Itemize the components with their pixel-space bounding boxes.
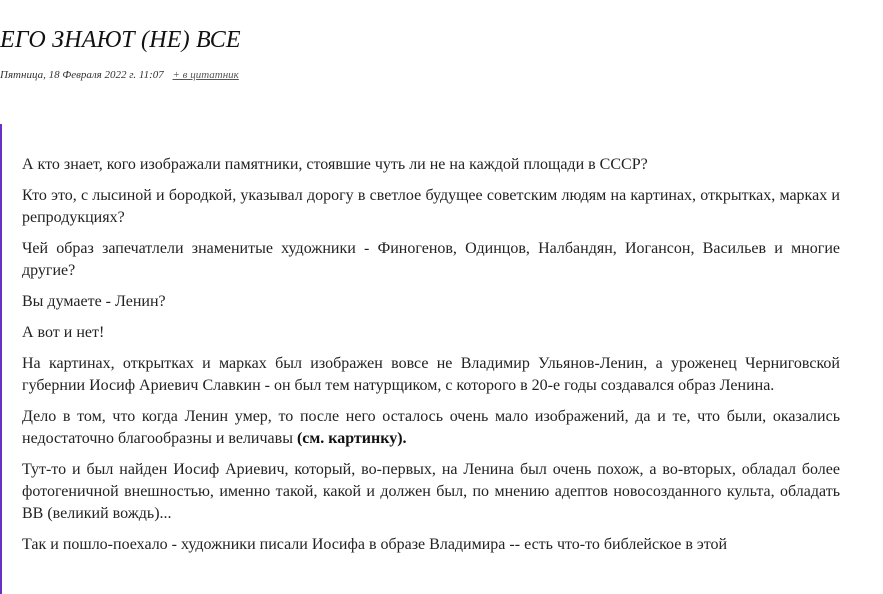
paragraph: А кто знает, кого изображали памятники, стоявшие чуть ли не на каждой площади в СССР?	[22, 156, 648, 173]
paragraph: Кто это, с лысиной и бородкой, указывал дорогу в светлое будущее советским людям на картинах, открытках, марках и репродукциях?	[22, 187, 840, 226]
post-title: ЕГО ЗНАЮТ (НЕ) ВСЕ	[0, 27, 241, 53]
post-meta	[0, 69, 239, 81]
paragraph: Тут-то и был найден Иосиф Ариевич, который, во-первых, на Ленина был очень похож, а во-вторых, обладал более фотогеничной внешностью, именно такой, какой и должен был, по мнению адептов новосозданного культа, обладать ВВ (великий вождь)...	[22, 461, 840, 522]
add-to-quotes-link[interactable]: + в цитатник	[172, 69, 239, 81]
paragraph: На картинах, открытках и марках был изображен вовсе не Владимир Ульянов-Ленин, а уроженец Черниговской губернии Иосиф Ариевич Славкин - он был тем натурщиком, с которого в 20-е годы создавался образ Ленина.	[22, 355, 840, 394]
paragraph-text: Дело в том, что когда Ленин умер, то после него осталось очень мало изображений, да и те, что были, оказались недостаточно благообразны и величавы	[22, 408, 840, 447]
paragraph: Так и пошло-поехало - художники писали Иосифа в образе Владимира -- есть что-то библейское в этой	[22, 536, 728, 553]
post-date: Пятница, 18 Февраля 2022 г. 11:07	[0, 69, 164, 81]
see-picture-note: (см. картинку).	[296, 430, 407, 447]
paragraph	[22, 406, 840, 450]
paragraph: А вот и нет!	[22, 324, 105, 341]
paragraph: Вы думаете - Ленин?	[22, 293, 166, 310]
paragraph: Чей образ запечатлели знаменитые художники - Финогенов, Одинцов, Налбандян, Иогансон, Васильев и многие другие?	[22, 240, 840, 279]
post-body	[0, 124, 840, 594]
